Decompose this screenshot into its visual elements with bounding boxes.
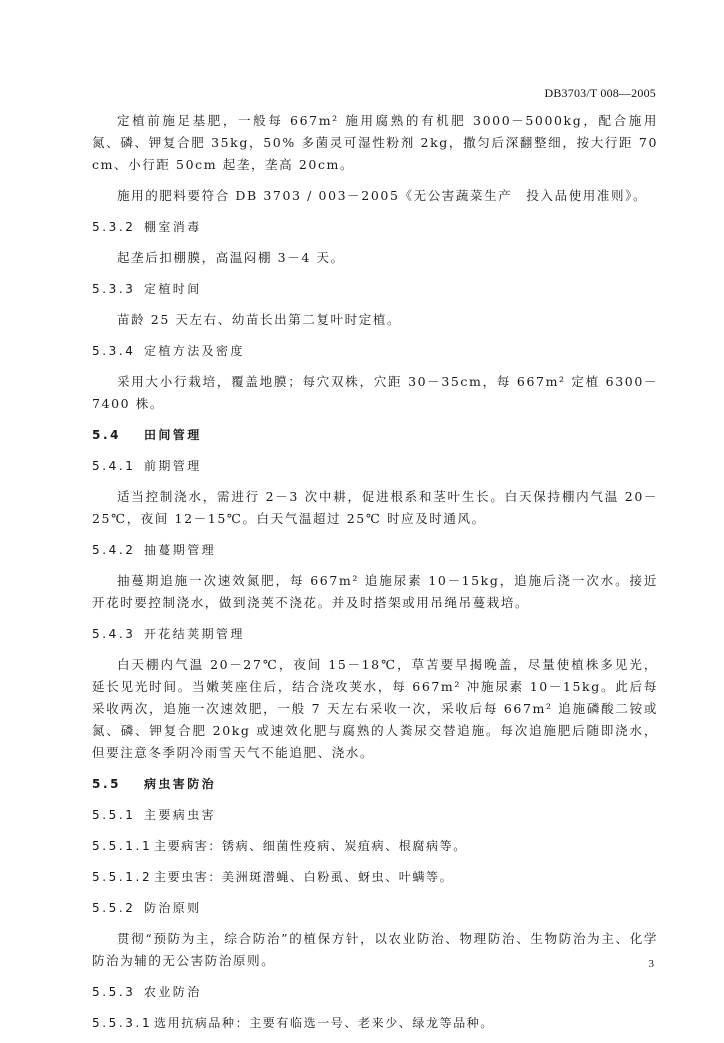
section-heading-5-4-3 [92,623,658,645]
section-number: 5.5.2 [92,901,136,915]
section-title: 主要病虫害 [144,808,217,822]
section-number: 5.5.1.1 [92,839,153,853]
section-number: 5.4 [92,428,122,442]
section-heading-5-4-1 [92,455,658,477]
section-text: 主要虫害：美洲斑潜蝇、白粉虱、蚜虫、叶螨等。 [154,870,454,884]
section-number: 5.5.3 [92,985,136,999]
section-title: 定植方法及密度 [144,344,245,358]
section-heading-5-4 [92,424,658,446]
section-title: 开花结荚期管理 [144,627,245,641]
paragraph-vine-stage: 抽蔓期追施一次速效氮肥，每 667m² 追施尿素 10－15kg，追施后浇一次水。接近开花时要控制浇水，做到浇荚不浇花。并及时搭架或用吊绳吊蔓栽培。 [92,573,658,610]
section-title: 防治原则 [144,901,202,915]
section-title: 棚室消毒 [144,220,202,234]
section-number: 5.3.3 [92,282,136,296]
paragraph-planting-time: 苗龄 25 天左右、幼苗长出第二复叶时定植。 [117,312,402,327]
section-heading-5-3-3 [92,278,658,300]
section-number: 5.5.1 [92,808,136,822]
section-heading-5-4-2 [92,539,658,561]
section-text: 主要病害：锈病、细菌性疫病、炭疽病、根腐病等。 [154,839,467,853]
section-heading-5-5-2 [92,897,658,919]
section-number: 5.4.3 [92,627,136,641]
section-title: 农业防治 [144,985,202,999]
section-heading-5-5 [92,773,658,795]
paragraph-early-management: 适当控制浇水，需进行 2－3 次中耕，促进根系和茎叶生长。白天保持棚内气温 20－25℃，夜间 12－15℃。白天气温超过 25℃ 时应及时通风。 [92,489,658,526]
section-title: 抽蔓期管理 [144,543,217,557]
section-heading-5-3-2 [92,216,658,238]
paragraph-base-fertilizer: 定植前施足基肥，一般每 667m² 施用腐熟的有机肥 3000－5000kg，配合施用氮、磷、钾复合肥 35kg，50% 多菌灵可湿性粉剂 2kg，撒匀后深翻整细，按大行距 70cm、小行距 50cm 起垄，垄高 20cm。 [92,113,658,172]
section-number: 5.5 [92,777,122,791]
paragraph-control-principle: 贯彻“预防为主，综合防治”的植保方针，以农业防治、物理防治、生物防治为主、化学防治为辅的无公害防治原则。 [92,931,658,968]
section-number: 5.5.3.1 [92,1016,153,1030]
section-heading-5-5-3 [92,981,658,1003]
section-number: 5.5.1.2 [92,870,153,884]
section-item-5-5-1-1 [92,835,658,857]
document-body [92,110,658,1043]
paragraph-flowering-stage: 白天棚内气温 20－27℃，夜间 15－18℃，草苫要早揭晚盖，尽量使植株多见光，延长见光时间。当嫩荚座住后，结合浇攻荚水，每 667m² 冲施尿素 10－15kg。此后每采收两次，追施一次速效肥，一般 7 天左右采收一次，采收后每 667m² 追施磷酸二铵或氮、磷、钾复合肥 20kg 或速效化肥与腐熟的人粪尿交替追施。每次追施肥后随即浇水，但要注意冬季阴冷雨雪天气不能追肥、浇水。 [92,657,658,760]
paragraph-planting-density: 采用大小行栽培，覆盖地膜；每穴双株，穴距 30－35cm，每 667m² 定植 6300－7400 株。 [92,374,658,411]
page-number: 3 [648,958,654,970]
section-number: 5.4.2 [92,543,136,557]
section-number: 5.4.1 [92,459,136,473]
section-number: 5.3.2 [92,220,136,234]
section-item-5-5-3-1 [92,1012,658,1034]
section-item-5-5-1-2 [92,866,658,888]
document-id-header: DB3703/T 008—2005 [544,86,656,100]
section-heading-5-3-4 [92,340,658,362]
section-title: 田间管理 [144,428,202,442]
paragraph-fertilizer-standard: 施用的肥料要符合 DB 3703 / 003－2005《无公害蔬菜生产 投入品使用准则》。 [117,188,648,203]
section-title: 病虫害防治 [144,777,217,791]
paragraph-greenhouse-disinfection: 起垄后扣棚膜，高温闷棚 3－4 天。 [117,250,345,265]
section-number: 5.3.4 [92,344,136,358]
section-heading-5-5-1 [92,804,658,826]
section-title: 前期管理 [144,459,202,473]
section-text: 选用抗病品种：主要有临选一号、老来少、绿龙等品种。 [154,1016,495,1030]
section-title: 定植时间 [144,282,202,296]
